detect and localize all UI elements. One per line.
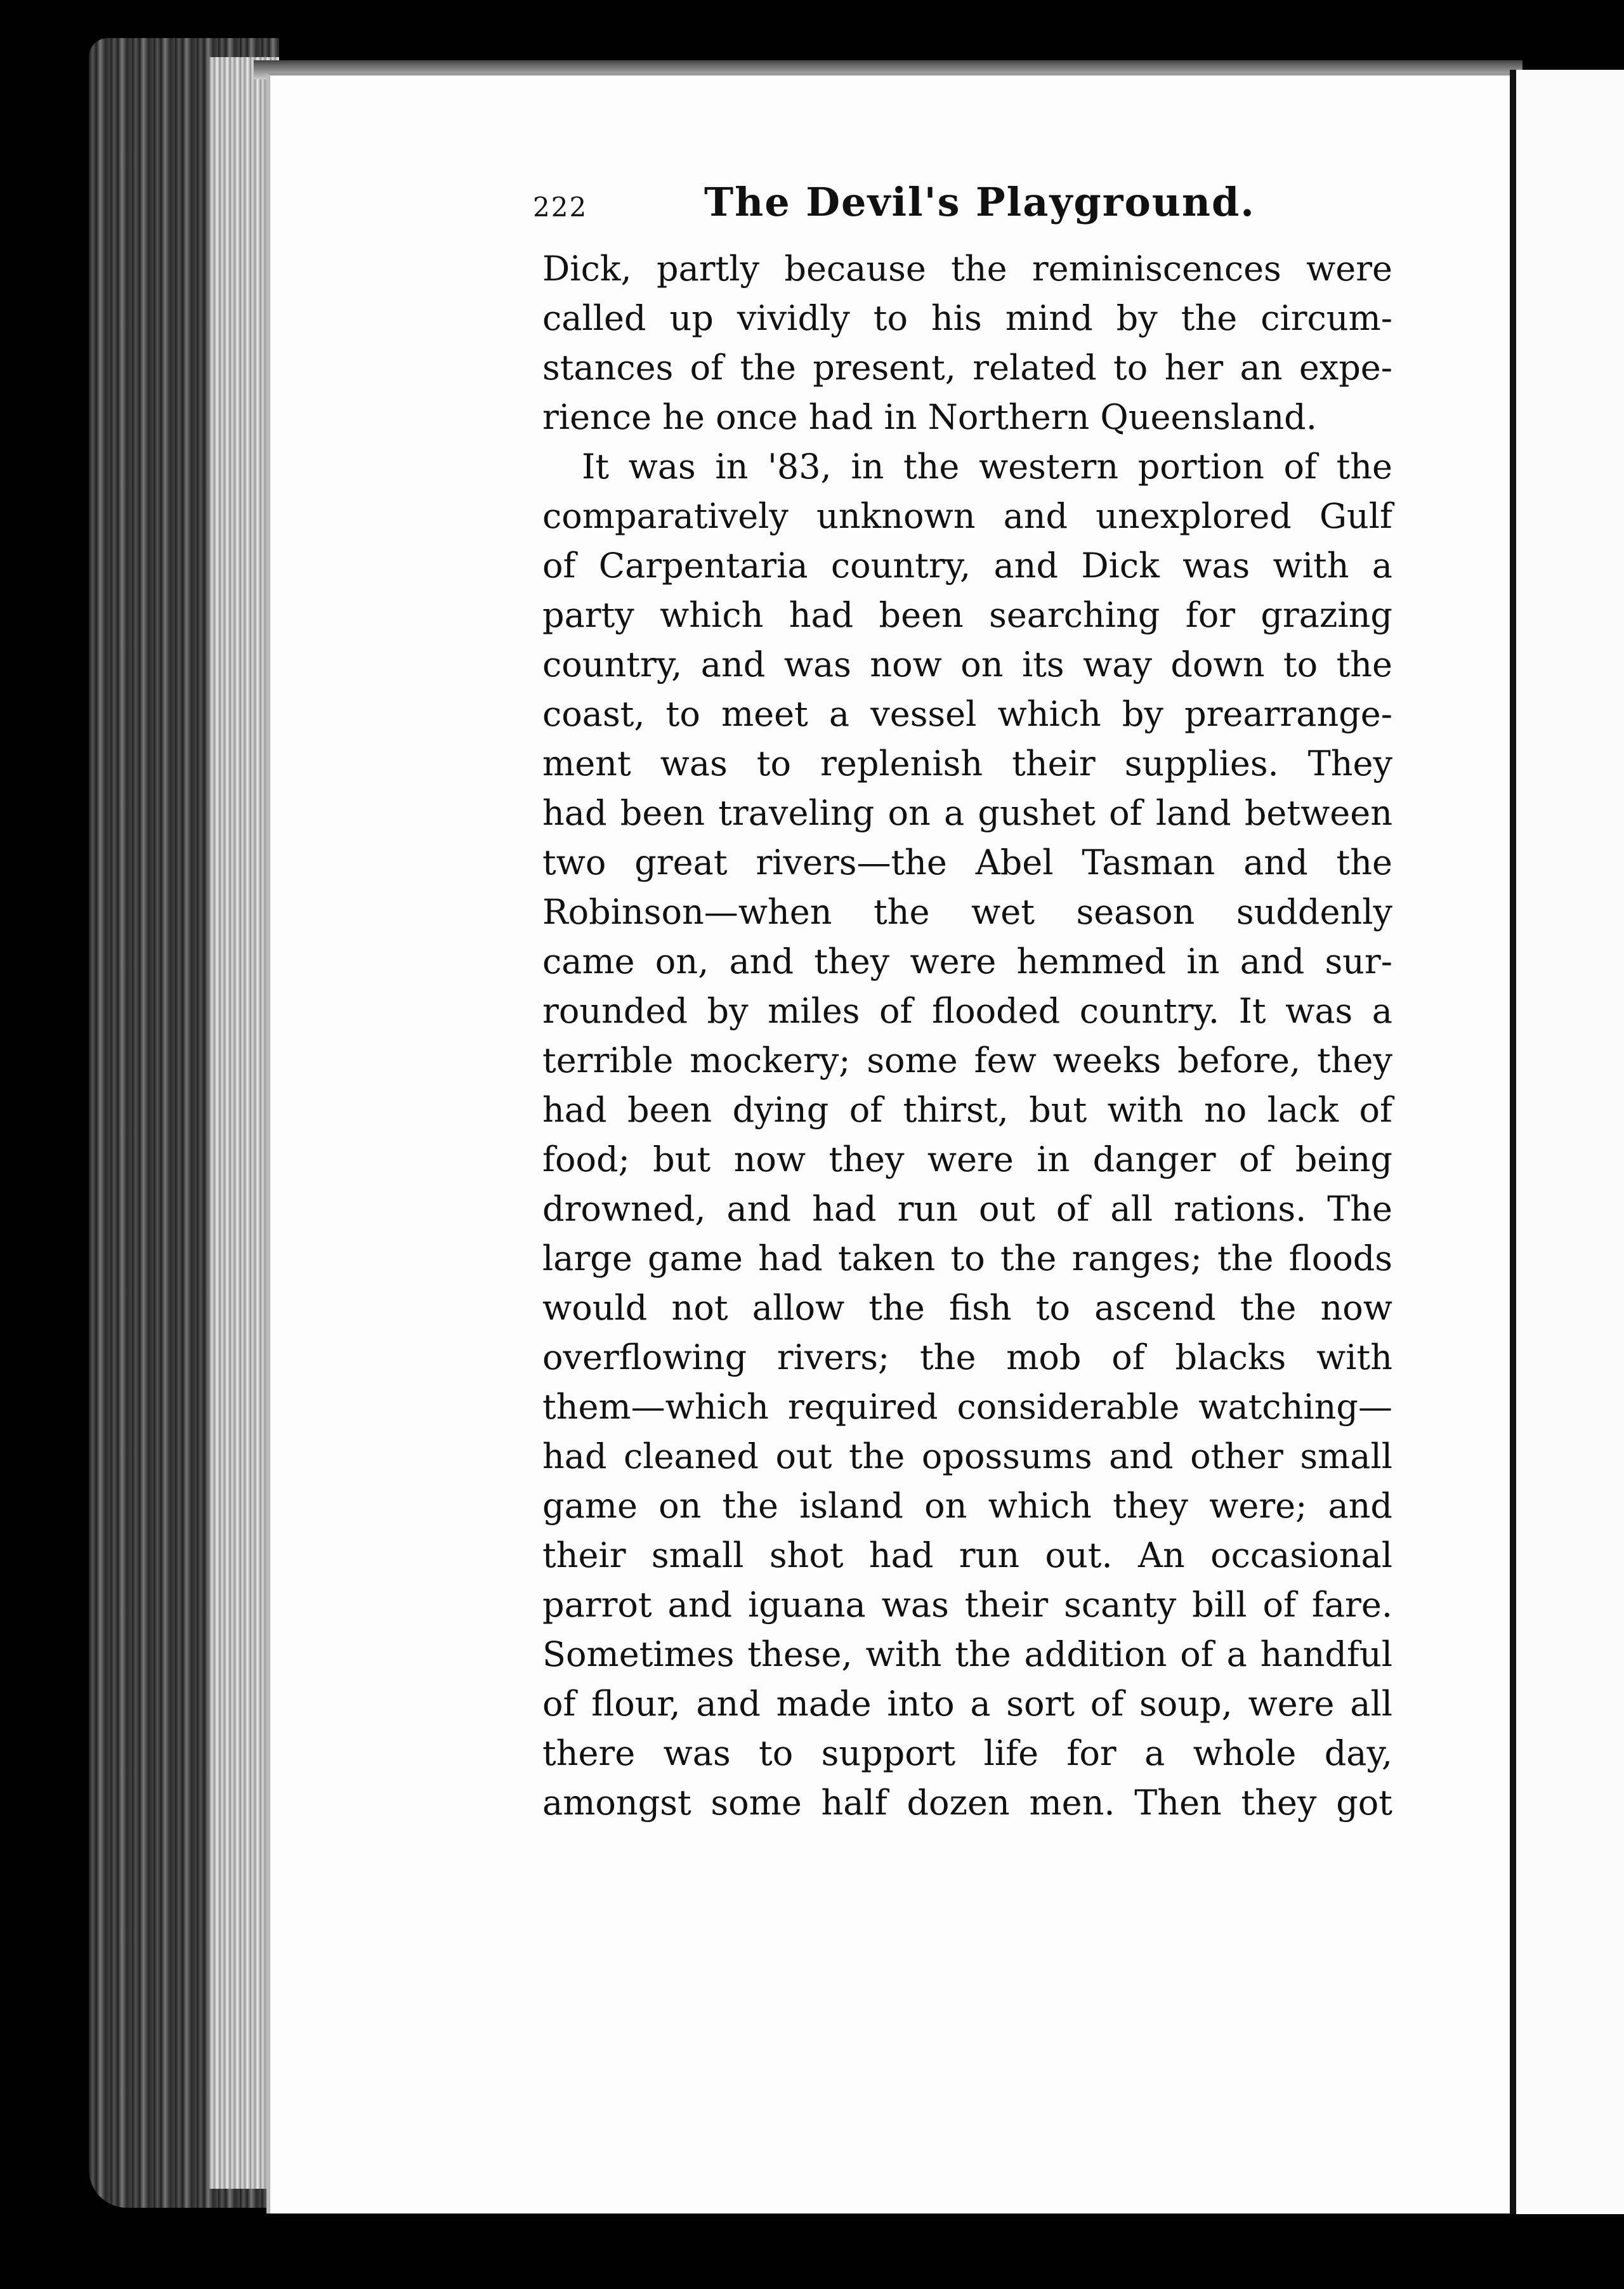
text-line: Dick, partly because the reminiscences were	[542, 249, 1392, 289]
page-number: 222	[533, 192, 588, 223]
text-line: overflowing rivers; the mob of blacks with	[542, 1337, 1392, 1377]
text-line: of flour, and made into a sort of soup, were all	[542, 1684, 1392, 1724]
scan-speck	[1427, 10, 1437, 23]
text-line: coast, to meet a vessel which by prearrange-	[542, 694, 1392, 734]
text-line: of Carpentaria country, and Dick was with a	[542, 546, 1392, 586]
text-line: rience he once had in Northern Queensland.	[542, 397, 1317, 437]
book-title: The Devil's Playground.	[704, 179, 1255, 225]
text-line: food; but now they were in danger of being	[542, 1139, 1392, 1179]
scan-speck	[682, 2233, 691, 2255]
text-line: comparatively unknown and unexplored Gulf	[542, 496, 1392, 536]
text-line: them—which required considerable watching—	[542, 1387, 1392, 1427]
text-line: had been traveling on a gushet of land between	[542, 793, 1392, 833]
scan-bottom-margin	[0, 2214, 1624, 2289]
text-line: there was to support life for a whole day,	[542, 1733, 1392, 1773]
text-line: Robinson—when the wet season suddenly	[542, 892, 1392, 932]
text-line: party which had been searching for grazing	[542, 595, 1392, 635]
text-line: ment was to replenish their supplies. They	[542, 744, 1392, 784]
running-head	[533, 179, 1256, 236]
text-line: would not allow the fish to ascend the now	[542, 1288, 1392, 1328]
text-line: game on the island on which they were; and	[542, 1486, 1392, 1526]
text-line: country, and was now on its way down to the	[542, 645, 1392, 685]
text-line: stances of the present, related to her an expe-	[542, 348, 1392, 388]
body-text	[542, 244, 1392, 1828]
text-line: Sometimes these, with the addition of a handful	[542, 1634, 1392, 1674]
text-line: called up vividly to his mind by the circum-	[542, 298, 1392, 338]
text-line: had cleaned out the opossums and other small	[542, 1436, 1392, 1476]
facing-page-edge	[1510, 70, 1624, 2220]
text-line: amongst some half dozen men. Then they got	[542, 1783, 1392, 1823]
text-line: terrible mockery; some few weeks before, they	[542, 1040, 1392, 1080]
text-line: two great rivers—the Abel Tasman and the	[542, 843, 1392, 882]
text-line: large game had taken to the ranges; the floods	[542, 1238, 1392, 1278]
text-line: rounded by miles of flooded country. It was a	[542, 991, 1392, 1031]
text-line: It was in '83, in the western portion of the	[582, 447, 1392, 487]
text-line: came on, and they were hemmed in and sur-	[542, 941, 1392, 981]
text-line: parrot and iguana was their scanty bill of fare.	[542, 1585, 1392, 1625]
text-line: drowned, and had run out of all rations. The	[542, 1189, 1392, 1229]
text-line: their small shot had run out. An occasional	[542, 1535, 1392, 1575]
text-line: had been dying of thirst, but with no lack of	[542, 1090, 1392, 1130]
